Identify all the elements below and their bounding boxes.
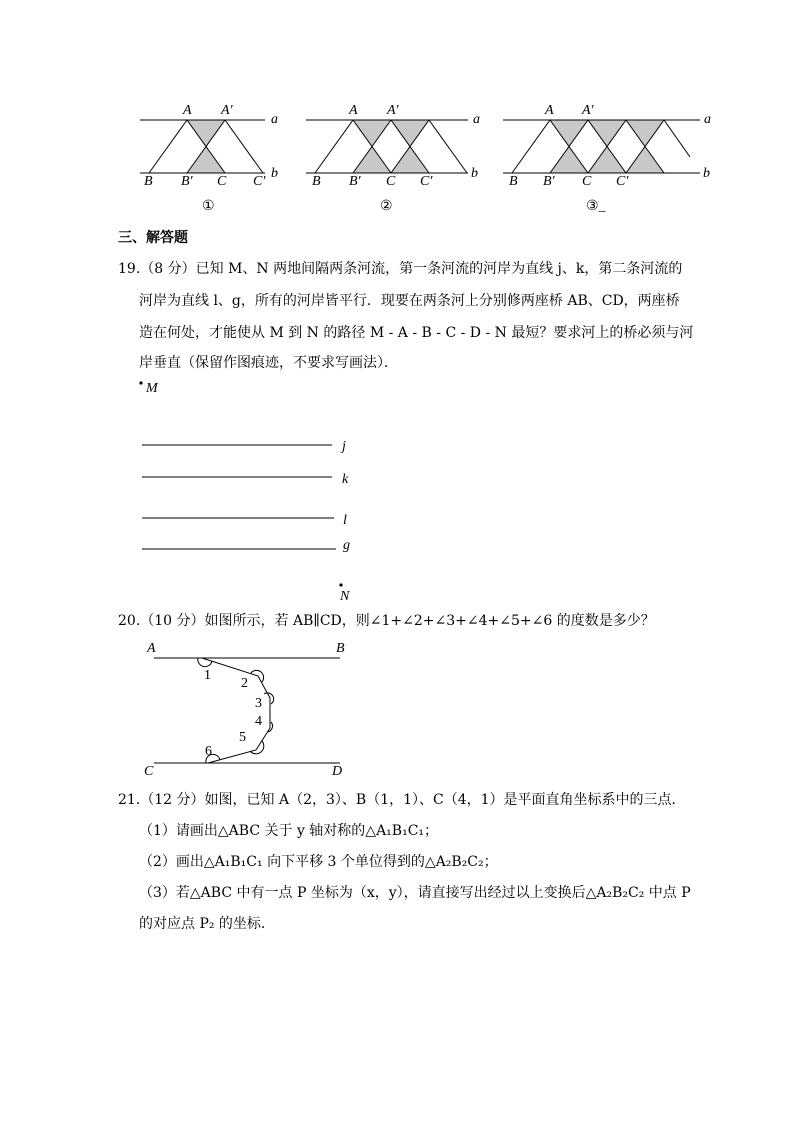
label-C-prime: C′ <box>616 174 629 189</box>
label-line-b: b <box>703 166 710 181</box>
section-title: 三、解答题 <box>118 230 188 246</box>
point-B-label: B <box>336 641 345 656</box>
label-B: B <box>144 174 153 189</box>
point-N-label: N <box>340 589 350 604</box>
q20-drawing <box>140 638 360 783</box>
label-C: C <box>386 174 396 189</box>
figure-1 <box>135 100 290 215</box>
caption-3: ③_ <box>586 199 606 214</box>
q19-drawing <box>136 376 376 601</box>
q19-line-3: 造在何处，才能使从 M 到 N 的路径 M - A - B - C - D - N 最短？要求河上的桥必须与河 <box>139 325 694 341</box>
river-line-g-label: g <box>343 538 350 553</box>
label-A-prime: A′ <box>221 103 233 118</box>
label-C: C <box>217 174 227 189</box>
q20-figure <box>140 638 360 783</box>
river-line-j-label: j <box>342 439 346 454</box>
label-C: C <box>582 174 592 189</box>
q19-line-1: 19.（8 分）已知 M、N 两地间隔两条河流，第一条河流的河岸为直线 j、k，第二条河流的 <box>118 261 683 277</box>
point-C-label: C <box>144 764 154 779</box>
label-line-a: a <box>271 112 278 127</box>
q21-line-4: （3）若△ABC 中有一点 P 坐标为（x，y），请直接写出经过以上变换后△A₂B₂C₂ 中点 P <box>139 885 691 901</box>
caption-2: ② <box>380 199 393 214</box>
q21-line-2: （1）请画出△ABC 关于 y 轴对称的△A₁B₁C₁； <box>139 823 439 839</box>
figure-3 <box>500 100 720 215</box>
label-C-prime: C′ <box>253 174 266 189</box>
angle-2-label: 2 <box>241 676 248 691</box>
label-A: A <box>545 103 554 118</box>
point-D-label: D <box>332 764 343 779</box>
label-B: B <box>509 174 518 189</box>
q19-line-4: 岸垂直（保留作图痕迹，不要求写画法）． <box>139 355 398 371</box>
label-line-b: b <box>471 166 478 181</box>
angle-4-label: 4 <box>255 714 262 729</box>
q20-line: 20.（10 分）如图所示，若 AB∥CD，则∠1+∠2+∠3+∠4+∠5+∠6 的度数是多少？ <box>118 613 655 629</box>
label-line-a: a <box>704 112 711 127</box>
q19-line-2: 河岸为直线 l、g，所有的河岸皆平行．现要在两条河上分别修两座桥 AB、CD，两座桥 <box>139 293 680 309</box>
q19-figure <box>136 376 376 604</box>
angle-6-label: 6 <box>205 744 212 759</box>
label-B: B <box>312 174 321 189</box>
label-line-b: b <box>271 166 278 181</box>
label-B-prime: B′ <box>543 174 555 189</box>
angle-5-label: 5 <box>239 730 246 745</box>
angle-1-label: 1 <box>204 668 211 683</box>
q21-line-3: （2）画出△A₁B₁C₁ 向下平移 3 个单位得到的△A₂B₂C₂； <box>139 854 498 870</box>
label-B-prime: B′ <box>181 174 193 189</box>
label-A-prime: A′ <box>387 103 399 118</box>
figure-2 <box>303 100 493 215</box>
angle-3-label: 3 <box>255 696 262 711</box>
point-M-label: M <box>146 381 158 396</box>
figure-3-drawing <box>500 100 720 215</box>
label-A: A <box>349 103 358 118</box>
q21-line-1: 21.（12 分）如图，已知 A（2，3）、B（1，1）、C（4，1）是平面直角坐标系中的三点． <box>118 792 686 808</box>
river-line-l-label: l <box>343 513 347 528</box>
label-A: A <box>183 103 192 118</box>
label-B-prime: B′ <box>349 174 361 189</box>
label-C-prime: C′ <box>420 174 433 189</box>
label-A-prime: A′ <box>582 103 594 118</box>
caption-1: ① <box>202 199 215 214</box>
label-line-a: a <box>473 112 480 127</box>
river-line-k-label: k <box>342 472 349 487</box>
q21-line-5: 的对应点 P₂ 的坐标． <box>139 916 275 932</box>
point-A-label: A <box>147 641 156 656</box>
